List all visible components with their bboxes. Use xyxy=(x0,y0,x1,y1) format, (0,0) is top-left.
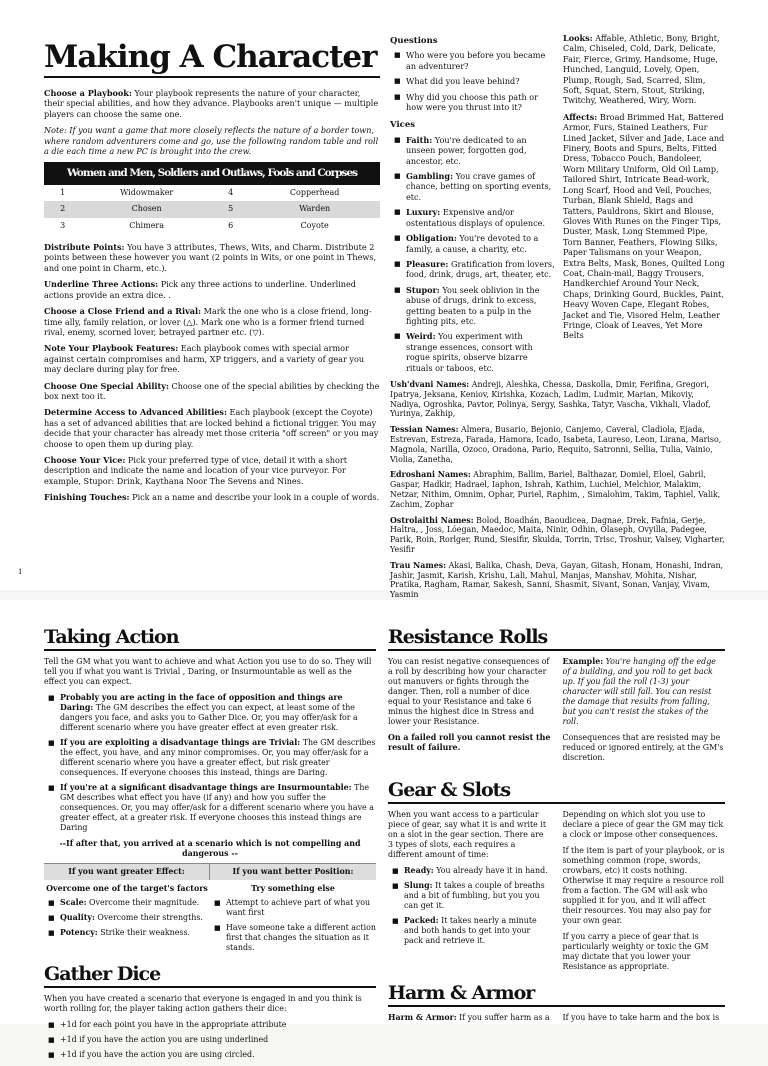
vice-item xyxy=(406,331,556,373)
effect-item-text: Overcome their strengths. xyxy=(94,913,203,922)
character-steps xyxy=(44,242,380,503)
effect-item-label: Scale: xyxy=(60,898,87,907)
gather-dice-item: ■ +1d if you have the action you are using underlined xyxy=(60,1035,376,1045)
choose-playbook: Choose a Playbook: Your playbook represents the nature of your character, their special abilities, and how they advance. Playbooks aren't unique — multiple players can choose the same one. xyxy=(44,88,379,119)
vice-item xyxy=(406,207,556,228)
names-entry-text: Abraphim, Ballim, Bariel, Balthazar, Domiel, Eloel, Gabril, Gaspar, Hadkir, Hadrael, Iaphon, Ishrah, Kathim, Luchiel, Melchior, Malakim, Netzar, Nithim, Omnim, Ophar, Puriel, Raphim, , Simalohim, Takim, Taphiel, Valik, Zachim, Zophar xyxy=(390,470,721,509)
step-item xyxy=(44,381,380,402)
vice-item-text: You experiment with strange essences, consort with rogue spirits, observe bizarre rituals or taboos, etc. xyxy=(406,331,533,373)
position-item: ■ Attempt to achieve part of what you want first xyxy=(226,898,376,918)
gear-note: Depending on which slot you use to declare a piece of gear the GM may tick a clock or impose other consequences. xyxy=(562,810,724,839)
gather-dice-item: ■ +1d for each point you have in the appropriate attribute xyxy=(60,1020,376,1030)
table-cell: Widowmaker xyxy=(120,187,174,197)
step-item xyxy=(44,279,380,300)
vice-item-text: You seek oblivion in the abuse of drugs, drink to excess, getting beaten to a pulp in the fighting pits, etc. xyxy=(406,284,540,326)
gather-dice-list xyxy=(44,1020,376,1060)
vice-item-text: Gratification from lovers, food, drink, drugs, art, theater, etc. xyxy=(406,258,555,280)
gear-slot-item xyxy=(404,866,551,876)
vice-item xyxy=(406,135,556,166)
taking-action-item-label: If you are exploiting a disadvantage things are Trivial: xyxy=(60,738,301,747)
step-item-text: Pick your preferred type of vice, detail it with a short description and indicate the name and location of your vice purveyor. For example, Stupor: Drink, Kaythana Noor The Sevens and Nines. xyxy=(44,454,347,486)
step-item-label: Underline Three Actions: xyxy=(44,279,159,290)
effect-item-label: Quality: xyxy=(60,913,95,922)
table-cell: Coyote xyxy=(300,220,329,230)
vices-heading: Vices xyxy=(390,120,416,131)
names-entry xyxy=(390,425,725,464)
table-row xyxy=(44,201,380,217)
gear-slot-item-label: Slung: xyxy=(404,881,433,890)
taking-action-column xyxy=(44,626,376,1066)
vice-item-label: Luxury: xyxy=(406,207,441,218)
question-item: ■ Who were you before you became an adventurer? xyxy=(406,50,556,71)
step-item-label: Choose a Close Friend and a Rival: xyxy=(44,306,202,317)
step-item-text: Mark the one who is a close friend, long-time ally, family relation, or lover (△). Mark one who is a former friend turned rival, enemy, scorned lover, betrayed partner etc. (▽). xyxy=(44,306,372,337)
names-entry-label: Ush'dvani Names: xyxy=(390,380,470,389)
names-entry-text: Almera, Busario, Bejonio, Canjemo, Caveral, Cladiola, Ejada, Estrevan, Estreza, Farada, Hamora, Icado, Isabeta, Laureso, Leon, Lirana, Mariso, Magnola, Narilla, Ozoco, Oradona, Pario, Requito, Satronni, Sellia, Tulia, Vainio, Violia, Zanetha, xyxy=(390,425,722,464)
page-number: 1 xyxy=(18,568,23,576)
names-entry-text: Andreji, Aleshka, Chessa, Daskolla, Dmir, Ferifina, Gregori, Ipatrya, Jeksana, Keniov, Kirishka, Kozach, Ladim, Ludmir, Marian, Mikoviy, Nadiya, Ogroshka, Pavtor, Polinya, Sergy, Sashka, Tatyr, Vascha, Vikhali, Vladof, Yurinya, Zakhip, xyxy=(390,380,711,419)
step-item-label: Choose One Special Ability: xyxy=(44,380,169,391)
greater-effect-header: If you want greater Effect: xyxy=(44,864,210,880)
questions-heading: Questions xyxy=(390,36,438,46)
table-cell: 4 xyxy=(228,187,234,197)
question-item: ■ Why did you choose this path or how were you thrust into it? xyxy=(406,92,556,113)
step-item-text: You have 3 attributes, Thews, Wits, and Charm. Distribute 2 points between these however you want (2 points in Wits, or one point in Thews, and one point in Charm, etc.). xyxy=(44,242,377,273)
question-item: ■ What did you leave behind? xyxy=(406,76,556,86)
names-entry-label: Trau Names: xyxy=(390,560,447,570)
table-cell: 5 xyxy=(212,201,249,217)
gear-slot-list xyxy=(388,866,551,946)
gather-dice-item: ■ +1d if you have the action you are using circled. xyxy=(60,1050,376,1060)
harm-armor-text: Harm & Armor: If you suffer harm as a xyxy=(388,1013,550,1022)
taking-action-intro: Tell the GM what you want to achieve and what Action you use to do so. They will tell you if what you want is Trivial , Daring, or Insurmountable as well as the effect you can expect. xyxy=(44,657,372,686)
taking-action-title: Taking Action xyxy=(44,626,376,651)
affects: Affects: Broad Brimmed Hat, Battered Armor, Furs, Stained Leathers, Fur Lined Jacket, Silver and Jade, Lace and Finery, Boots and Spurs, Belts, Fitted Dress, Tobacco Pouch, Bandoleer, Worn Military Uniform, Old Oil Lamp, Tailored Shirt, Intricate Bead-work, Long Scarf, Hood and Veil, Pouches, Turban, Blank Shield, Rags and Tatters, Pauldrons, Skirt and Blouse, Gloves With Runes on the Finger Tips, Duster, Mask, Long Stemmed Pipe, Torn Banner, Feathers, Flowing Silks, Paper Talismans on your Weapon, Extra Belts, Mask, Bones, Quilted Long Coat, Chain-mail, Baggy Trousers, Handkerchief Around Your Neck, Chaps, Drinking Gourd, Buckles, Paint, Heavy Woven Cape, Elegant Robes, Jacket and Tie, Visored Helm, Leather Fringe, Cloak of Leaves, Yet More Belts xyxy=(563,111,725,341)
table-cell: 2 xyxy=(44,201,81,217)
resistance-gear-column xyxy=(388,626,725,1029)
step-item-label: Note Your Playbook Features: xyxy=(44,343,179,354)
step-item xyxy=(44,242,380,273)
effect-position-split xyxy=(44,863,376,959)
gear-slot-item-label: Ready: xyxy=(404,866,434,875)
gear-slot-item-text: It takes nearly a minute and both hands to get into your pack and retrieve it. xyxy=(404,916,537,945)
names-entry xyxy=(390,470,725,509)
gear-slots-title: Gear & Slots xyxy=(388,779,725,804)
table-cell: 1 xyxy=(60,187,66,197)
resistance-example: Example: You're hanging off the edge of a building, and you roll to get back up. If you fail the roll (1-3) your character will still fall. You can resist the damage that results from falling, but you can't resist the stakes of the roll. xyxy=(562,657,716,726)
step-item-text: Choose one of the special abilities by checking the box next too it. xyxy=(44,380,380,401)
taking-action-item xyxy=(60,783,376,833)
gather-dice-intro: When you have created a scenario that everyone is engaged in and you think is worth rolling for, the player taking action gathers their dice: xyxy=(44,994,362,1013)
step-item xyxy=(44,343,380,374)
vice-item-text: Expensive and/or ostentatious displays of opulence. xyxy=(406,207,546,228)
greater-effect-sub: Overcome one of the target's factors xyxy=(46,884,208,893)
vice-item-text: You crave games of chance, betting on sporting events, etc. xyxy=(406,171,552,202)
names-entry xyxy=(390,561,725,600)
gear-slot-item-text: You already have it in hand. xyxy=(433,866,548,875)
taking-action-item xyxy=(60,693,376,733)
table-row xyxy=(44,185,380,201)
taking-action-item-text: The GM describes the effect you can expect, at least some of the dangers you face, and asks you to Gather Dice. Or, you may offer/ask for a different scenario where you have greater effect at even greater risk. xyxy=(60,703,358,732)
effect-item-text: Overcome their magnitude. xyxy=(86,898,200,907)
step-item xyxy=(44,455,380,486)
table-cell: Chosen xyxy=(81,201,212,217)
names-entry-label: Tessian Names: xyxy=(390,425,459,435)
consequences-text: Consequences that are resisted may be reduced or ignored entirely, at the GM's discretion. xyxy=(562,733,724,762)
questions-vices-column xyxy=(390,36,556,379)
vice-item xyxy=(406,259,556,280)
gather-dice-title: Gather Dice xyxy=(44,963,376,988)
vice-item-label: Pleasure: xyxy=(406,258,449,269)
effect-item-text: Strike their weakness. xyxy=(97,928,191,937)
names-entry-text: Bolod, Boadhán, Baoudicea, Dagnae, Drek, Fafnia, Gerje, Haltra, , Joss, Lóegan, Maedoc, Maita, Ninir, Odhin, Olaseph, Ovyilla, Padegee, Parik, Roin, Rorlger, Rund, Siesifir, Skulda, Torrin, Trisc, Troshur, Valsey, Vigharter, Yesifir xyxy=(390,515,725,554)
looks-affects-column xyxy=(563,33,725,347)
step-item-text: Each playbook comes with special armor against certain compromises and harm, XP triggers, and a variety of gear you may declare during play for free. xyxy=(44,343,365,375)
names-entry xyxy=(390,380,725,419)
step-item-label: Finishing Touches: xyxy=(44,492,130,503)
resistance-fail: On a failed roll you cannot resist the result of failure. xyxy=(388,733,551,752)
looks: Looks: Affable, Athletic, Bony, Bright, Calm, Chiseled, Cold, Dark, Delicate, Fair, Fierce, Grimy, Handsome, Huge, Hunched, Languid, Lovely, Open, Plump, Rough, Sad, Scarred, Slim, Soft, Squat, Stern, Stout, Striking, Twitchy, Weathered, Wiry, Worn. xyxy=(563,33,720,106)
gear-notes xyxy=(563,810,726,978)
table-cell: Warden xyxy=(249,201,380,217)
page-two xyxy=(0,600,768,1059)
harm-armor-title: Harm & Armor xyxy=(388,982,725,1007)
taking-action-item-label: Probably you are acting in the face of opposition and things are Daring: xyxy=(60,693,343,712)
position-item: ■ Have someone take a different action first that changes the situation as it stands. xyxy=(226,923,376,953)
vice-item-label: Weird: xyxy=(406,331,436,342)
table-cell: 6 xyxy=(228,220,234,230)
questions-list xyxy=(390,50,556,112)
vice-item-text: You're dedicated to an unseen power, forgotten god, ancestor, etc. xyxy=(406,134,527,166)
step-item xyxy=(44,407,380,449)
page-title: Making A Character xyxy=(44,40,380,78)
playbook-table xyxy=(44,185,380,234)
step-item xyxy=(44,492,380,502)
taking-action-item-text: The GM describes the effect, you have, and any minor compromises. Or, you may offer/ask for a different scenario where you have a greater effect, but risk greater consequences. If everyone chooses this instead, things are Daring. xyxy=(60,738,376,777)
effect-item xyxy=(60,928,210,938)
gear-slot-item xyxy=(404,916,551,946)
better-position-sub: Try something else xyxy=(251,884,335,893)
vice-item xyxy=(406,171,556,202)
gear-slot-item xyxy=(404,881,551,911)
random-table-note: Note: If you want a game that more closely reflects the nature of a border town, where random adventurers come and go, use the following random table and roll a die each time a new PC is brought into the crew. xyxy=(44,125,379,157)
table-cell: 3 xyxy=(60,220,66,230)
effect-item-label: Potency: xyxy=(60,928,98,937)
taking-action-item-label: If you're at a significant disadvantage things are Insurmountable: xyxy=(60,783,352,792)
step-item-text: Pick an a name and describe your look in a couple of words. xyxy=(129,492,380,503)
names-entry-label: Ostrolaithi Names: xyxy=(390,515,474,525)
step-item-text: Pick any three actions to underline. Underlined actions provide an extra dice. . xyxy=(44,279,356,300)
table-banner: Women and Men, Soldiers and Outlaws, Fools and Corpses xyxy=(44,162,380,184)
gear-intro: When you want access to a particular piece of gear, say what it is and write it on a slot in the gear section. There are 3 types of slots, each requires a different amount of time: xyxy=(388,810,547,859)
vice-item-label: Obligation: xyxy=(406,233,457,244)
vice-item xyxy=(406,233,556,254)
effect-item xyxy=(60,898,210,908)
greater-effect-list xyxy=(44,898,210,938)
resistance-text: You can resist negative consequences of a roll by describing how your character out manuvers or fights through the danger. Then, roll a number of dice equal to your Resistance and take 6 minus the highest dice in Stress and lower your Resistance. xyxy=(388,657,550,726)
taking-action-item-text: The GM describes what effect you have (if any) and how you suffer the consequences. Or, you may offer/ask for a different scenario where you have a greater effect, at a greater risk. If everyone chooses this instead things are Daring xyxy=(60,783,374,832)
harm-armor-right: If you have to take harm and the box is xyxy=(562,1013,720,1022)
table-cell: Chimera xyxy=(129,220,165,230)
resistance-rolls-title: Resistance Rolls xyxy=(388,626,725,651)
table-row xyxy=(44,218,380,234)
names-block xyxy=(390,380,725,606)
vice-item xyxy=(406,285,556,327)
taking-action-list xyxy=(44,693,376,833)
taking-action-note: --If after that, you arrived at a scenario which is not compelling and dangerous -- xyxy=(59,839,361,858)
gear-slot-item-text: It takes a couple of breaths and a bit of fumbling, but you you can get it. xyxy=(404,881,545,910)
gear-note: If the item is part of your playbook, or is something common (rope, swords, crowbars, etc) it costs nothing. Otherwise it may require a resource roll from a faction. The GM will ask who supplied it for you, and it will affect their resources. You may also pay for your own gear. xyxy=(562,846,725,925)
gear-note: If you carry a piece of gear that is particularly weighty or toxic the GM may dictate that you lower your Resistance as appropriate. xyxy=(562,932,709,971)
vice-item-label: Stupor: xyxy=(406,284,440,295)
names-entry-text: Akasi, Balika, Chash, Deva, Gayan, Gitash, Honam, Honashi, Indran, Jashir, Jasmit, Karish, Krishu, Lali, Mahul, Manjas, Manshav, Mohita, Nishar, Pratika, Ragham, Ramar, Sakesh, Sanni, Shasmit, Sivant, Sonan, Vanjay, Vivam, Yasmin xyxy=(390,560,724,600)
names-entry-label: Edroshani Names: xyxy=(390,470,471,480)
gear-slot-item-label: Packed: xyxy=(404,916,439,925)
table-cell: Copperhead xyxy=(289,187,340,197)
step-item-text: Each playbook (except the Coyote) has a set of advanced abilities that are locked behind a fictional trigger. You may decide that your character has already met those criteria "off screen" or you may choose to open them up during play. xyxy=(44,407,379,449)
vice-item-label: Faith: xyxy=(406,134,433,145)
better-position-header: If you want better Position: xyxy=(210,864,376,880)
step-item-label: Determine Access to Advanced Abilities: xyxy=(44,407,227,418)
vice-item-label: Gambling: xyxy=(406,171,454,182)
vices-list xyxy=(390,135,556,373)
making-character-column xyxy=(44,40,380,509)
better-position-list xyxy=(210,898,376,953)
taking-action-item xyxy=(60,738,376,778)
vice-item-text: You're devoted to a family, a cause, a charity, etc. xyxy=(406,233,539,254)
step-item-label: Choose Your Vice: xyxy=(44,454,126,465)
step-item-label: Distribute Points: xyxy=(44,242,125,253)
names-entry xyxy=(390,516,725,555)
step-item xyxy=(44,306,380,337)
effect-item xyxy=(60,913,210,923)
